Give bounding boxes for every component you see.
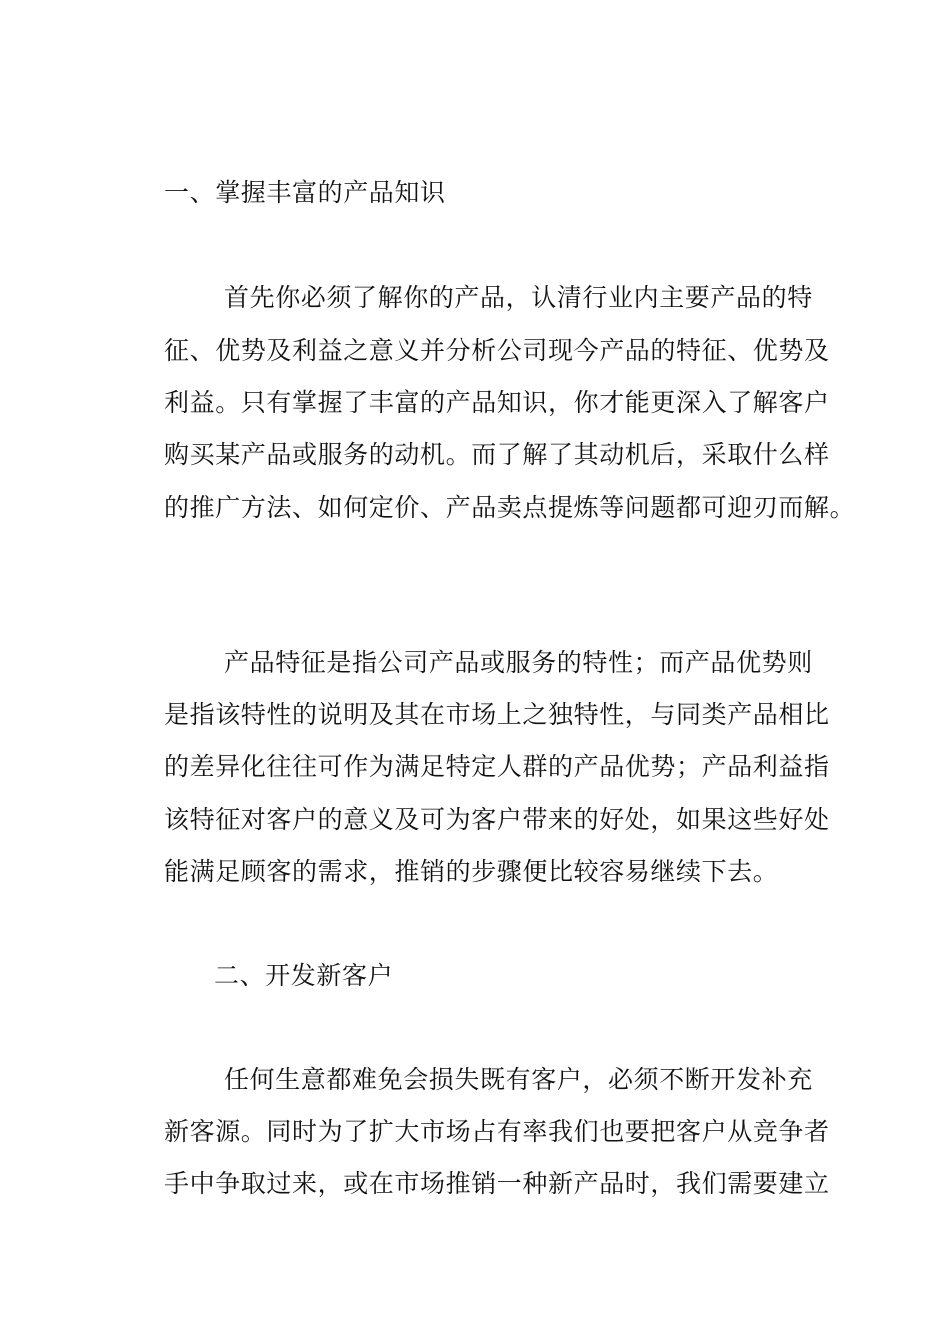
paragraph-1-line-2: 征、优势及利益之意义并分析公司现今产品的特征、优势及 [164, 336, 830, 365]
paragraph-1-line-5: 的推广方法、如何定价、产品卖点提炼等问题都可迎刃而解。 [164, 493, 856, 522]
paragraph-1-line-4: 购买某产品或服务的动机。而了解了其动机后，采取什么样 [164, 440, 830, 469]
paragraph-1-line-1: 首先你必须了解你的产品，认清行业内主要产品的特 [224, 283, 813, 312]
paragraph-2-line-2: 是指该特性的说明及其在市场上之独特性，与同类产品相比 [164, 700, 830, 729]
paragraph-3-line-2: 新客源。同时为了扩大市场占有率我们也要把客户从竞争者 [164, 1117, 830, 1146]
paragraph-2-line-4: 该特征对客户的意义及可为客户带来的好处，如果这些好处 [164, 805, 830, 834]
paragraph-3-line-1: 任何生意都难免会损失既有客户，必须不断开发补充 [224, 1065, 813, 1094]
section-heading-1: 一、掌握丰富的产品知识 [164, 178, 446, 207]
paragraph-2-line-5: 能满足顾客的需求，推销的步骤便比较容易继续下去。 [164, 857, 779, 886]
paragraph-1-line-3: 利益。只有掌握了丰富的产品知识，你才能更深入了解客户 [164, 388, 830, 417]
paragraph-2-line-1: 产品特征是指公司产品或服务的特性；而产品优势则 [224, 648, 813, 677]
paragraph-3-line-3: 手中争取过来，或在市场推销一种新产品时，我们需要建立 [164, 1169, 830, 1198]
paragraph-2-line-3: 的差异化往往可作为满足特定人群的产品优势；产品利益指 [164, 752, 830, 781]
section-heading-2: 二、开发新客户 [214, 961, 394, 990]
